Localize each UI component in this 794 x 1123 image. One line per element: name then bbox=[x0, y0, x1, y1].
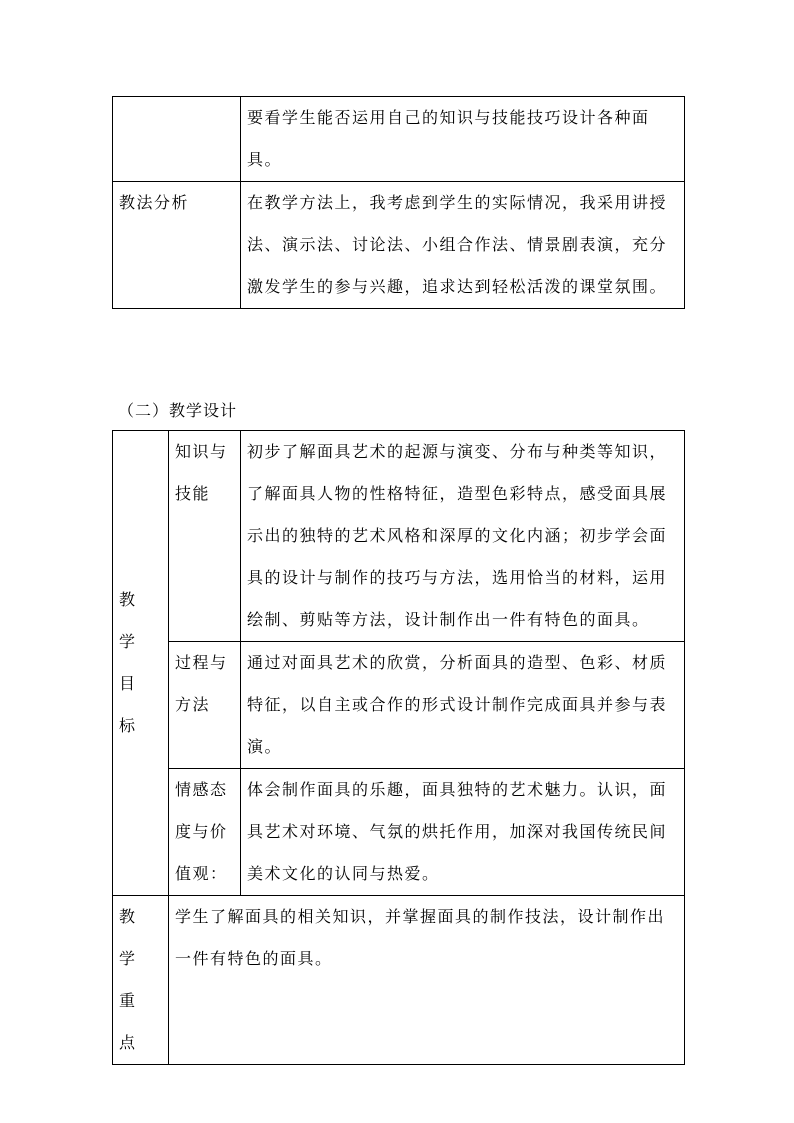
table-row bbox=[113, 642, 685, 769]
goal-content-emotion: 体会制作面具的乐趣，面具独特的艺术魅力。认识，面具艺术对环境、气氛的烘托作用，加深对我国传统民间美术文化的认同与热爱。 bbox=[241, 769, 685, 896]
goal-content-knowledge: 初步了解面具艺术的起源与演变、分布与种类等知识，了解面具人物的性格特征，造型色彩特点，感受面具展示出的独特的艺术风格和深厚的文化内涵；初步学会面具的设计与制作的技巧与方法，选用恰当的材料，运用绘制、剪贴等方法，设计制作出一件有特色的面具。 bbox=[241, 431, 685, 642]
goal-content-process: 通过对面具艺术的欣赏，分析面具的造型、色彩、材质特征，以自主或合作的形式设计制作完成面具并参与表演。 bbox=[241, 642, 685, 769]
assessment-text: 要看学生能否运用自己的知识与技能技巧设计各种面具。 bbox=[241, 97, 685, 182]
goal-label-process: 过程与方法 bbox=[169, 642, 241, 769]
teaching-goals-label: 教学目标 bbox=[113, 431, 169, 896]
teaching-design-table bbox=[112, 430, 685, 1065]
teaching-method-text: 在教学方法上，我考虑到学生的实际情况，我采用讲授法、演示法、讨论法、小组合作法、情景剧表演，充分激发学生的参与兴趣，追求达到轻松活泼的课堂氛围。 bbox=[241, 182, 685, 309]
key-points-label: 教学重点 bbox=[113, 896, 169, 1065]
table-row bbox=[113, 769, 685, 896]
table-row bbox=[113, 182, 685, 309]
table-row bbox=[113, 431, 685, 642]
teaching-method-label: 教法分析 bbox=[113, 182, 241, 309]
table-row bbox=[113, 896, 685, 1065]
method-analysis-table bbox=[112, 96, 685, 309]
section-title: （二）教学设计 bbox=[118, 401, 238, 420]
row-label-empty bbox=[113, 97, 241, 182]
key-points-content: 学生了解面具的相关知识，并掌握面具的制作技法，设计制作出一件有特色的面具。 bbox=[169, 896, 685, 1065]
table-row bbox=[113, 97, 685, 182]
goal-label-knowledge: 知识与技能 bbox=[169, 431, 241, 642]
goal-label-emotion: 情感态度与价值观： bbox=[169, 769, 241, 896]
